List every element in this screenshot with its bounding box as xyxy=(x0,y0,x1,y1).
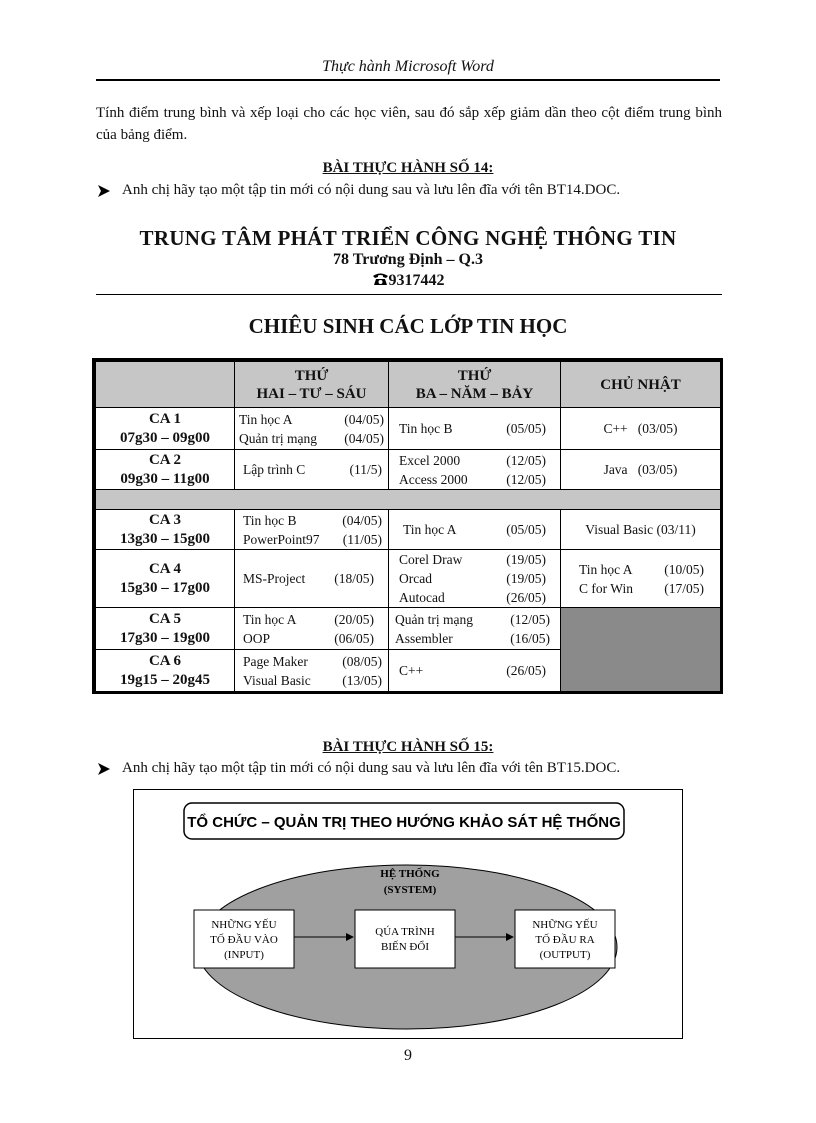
course-cell: Tin học A (04/05) Quản trị mạng (04/05) xyxy=(235,408,389,450)
shift-cell: CA 5 17g30 – 19g00 xyxy=(96,608,235,650)
header-sunday: CHỦ NHẬT xyxy=(561,362,721,408)
course-cell: Tin học B (05/05) xyxy=(389,408,561,450)
schedule-table xyxy=(92,358,723,694)
svg-text:TỔ CHỨC – QUẢN TRỊ THEO HƯỚNG: TỔ CHỨC – QUẢN TRỊ THEO HƯỚNG KHẢO SÁT HỆ THỐNG xyxy=(187,814,621,831)
course-cell: Excel 2000 (12/05) Access 2000 (12/05) xyxy=(389,450,561,490)
course-cell: Corel Draw (19/05) Orcad (19/05) Autocad (26/05) xyxy=(389,550,561,608)
center-name: TRUNG TÂM PHÁT TRIỂN CÔNG NGHỆ THÔNG TIN xyxy=(139,226,677,250)
course-cell: Tin học A (20/05) OOP (06/05) xyxy=(235,608,389,650)
shift-cell: CA 6 19g15 – 20g45 xyxy=(96,650,235,692)
header-rule xyxy=(96,79,720,81)
process-box xyxy=(355,910,455,968)
exercise-14-title: BÀI THỰC HÀNH SỐ 14: xyxy=(322,160,494,176)
arrow-bullet-icon xyxy=(98,185,110,197)
system-label: HỆ THỐNG xyxy=(380,868,440,880)
course-cell: Tin học A (10/05) C for Win (17/05) xyxy=(561,550,721,608)
course-cell: Quản trị mạng (12/05) Assembler (16/05) xyxy=(389,608,561,650)
table-row xyxy=(96,510,721,550)
break-cell xyxy=(96,490,721,510)
page-header-title: Thực hành Microsoft Word xyxy=(322,58,494,75)
course-cell: Java (03/05) xyxy=(561,450,721,490)
course-cell: C++ (26/05) xyxy=(389,650,561,692)
header-mon-wed-fri: THỨ HAI – TƯ – SÁU xyxy=(235,362,389,408)
table-row xyxy=(96,550,721,608)
exercise-15-title: BÀI THỰC HÀNH SỐ 15: xyxy=(322,739,494,755)
course-cell: Visual Basic (03/11) xyxy=(561,510,721,550)
course-cell: C++ (03/05) xyxy=(561,408,721,450)
exercise-15-text: Anh chị hãy tạo một tập tin mới có nội dung sau và lưu lên đĩa với tên BT15.DOC. xyxy=(122,760,621,776)
center-phone xyxy=(96,272,720,290)
svg-text:TỐ ĐẦU VÀO: TỐ ĐẦU VÀO xyxy=(210,934,278,946)
enrollment-title: CHIÊU SINH CÁC LỚP TIN HỌC xyxy=(248,314,568,338)
system-diagram xyxy=(133,789,683,1039)
page-number: 9 xyxy=(404,1047,412,1064)
table-row xyxy=(96,450,721,490)
intro-paragraph: Tính điểm trung bình và xếp loại cho các học viên, sau đó sắp xếp giảm dần theo cột điểm trung bình của bảng điểm. xyxy=(96,105,722,143)
arrow-bullet-icon xyxy=(98,763,110,775)
header-corner xyxy=(96,362,235,408)
input-box xyxy=(194,910,294,968)
empty-sunday-cell xyxy=(561,608,721,692)
telephone-icon xyxy=(372,272,389,286)
svg-text:BIẾN ĐỔI: BIẾN ĐỔI xyxy=(381,941,429,953)
shift-cell: CA 4 15g30 – 17g00 xyxy=(96,550,235,608)
output-box xyxy=(515,910,615,968)
diagram-banner xyxy=(184,803,624,839)
course-cell: Tin học B (04/05) PowerPoint97 (11/05) xyxy=(235,510,389,550)
shift-cell: CA 2 09g30 – 11g00 xyxy=(96,450,235,490)
svg-text:NHỮNG YẾU: NHỮNG YẾU xyxy=(211,919,277,931)
shift-cell: CA 3 13g30 – 15g00 xyxy=(96,510,235,550)
exercise-14-instruction xyxy=(98,182,620,199)
course-cell: Tin học A (05/05) xyxy=(389,510,561,550)
break-row xyxy=(96,490,721,510)
course-cell: Page Maker (08/05) Visual Basic (13/05) xyxy=(235,650,389,692)
exercise-15-instruction xyxy=(98,760,620,777)
svg-text:(OUTPUT): (OUTPUT) xyxy=(539,949,591,961)
table-row xyxy=(96,408,721,450)
svg-text:TỐ ĐẦU RA: TỐ ĐẦU RA xyxy=(535,934,595,946)
center-address: 78 Trương Định – Q.3 xyxy=(333,251,483,268)
center-rule xyxy=(96,294,722,295)
course-cell: Lập trình C (11/5) xyxy=(235,450,389,490)
svg-text:QÚA TRÌNH: QÚA TRÌNH xyxy=(375,926,435,938)
phone-number: 9317442 xyxy=(388,272,445,289)
shift-cell: CA 1 07g30 – 09g00 xyxy=(96,408,235,450)
exercise-14-text: Anh chị hãy tạo một tập tin mới có nội dung sau và lưu lên đĩa với tên BT14.DOC. xyxy=(122,182,621,198)
header-tue-thu-sat: THỨ BA – NĂM – BẢY xyxy=(389,362,561,408)
svg-text:(INPUT): (INPUT) xyxy=(224,949,264,961)
system-label-en: (SYSTEM) xyxy=(383,884,437,896)
course-cell: MS-Project (18/05) xyxy=(235,550,389,608)
table-row xyxy=(96,608,721,650)
svg-text:NHỮNG YẾU: NHỮNG YẾU xyxy=(532,919,598,931)
